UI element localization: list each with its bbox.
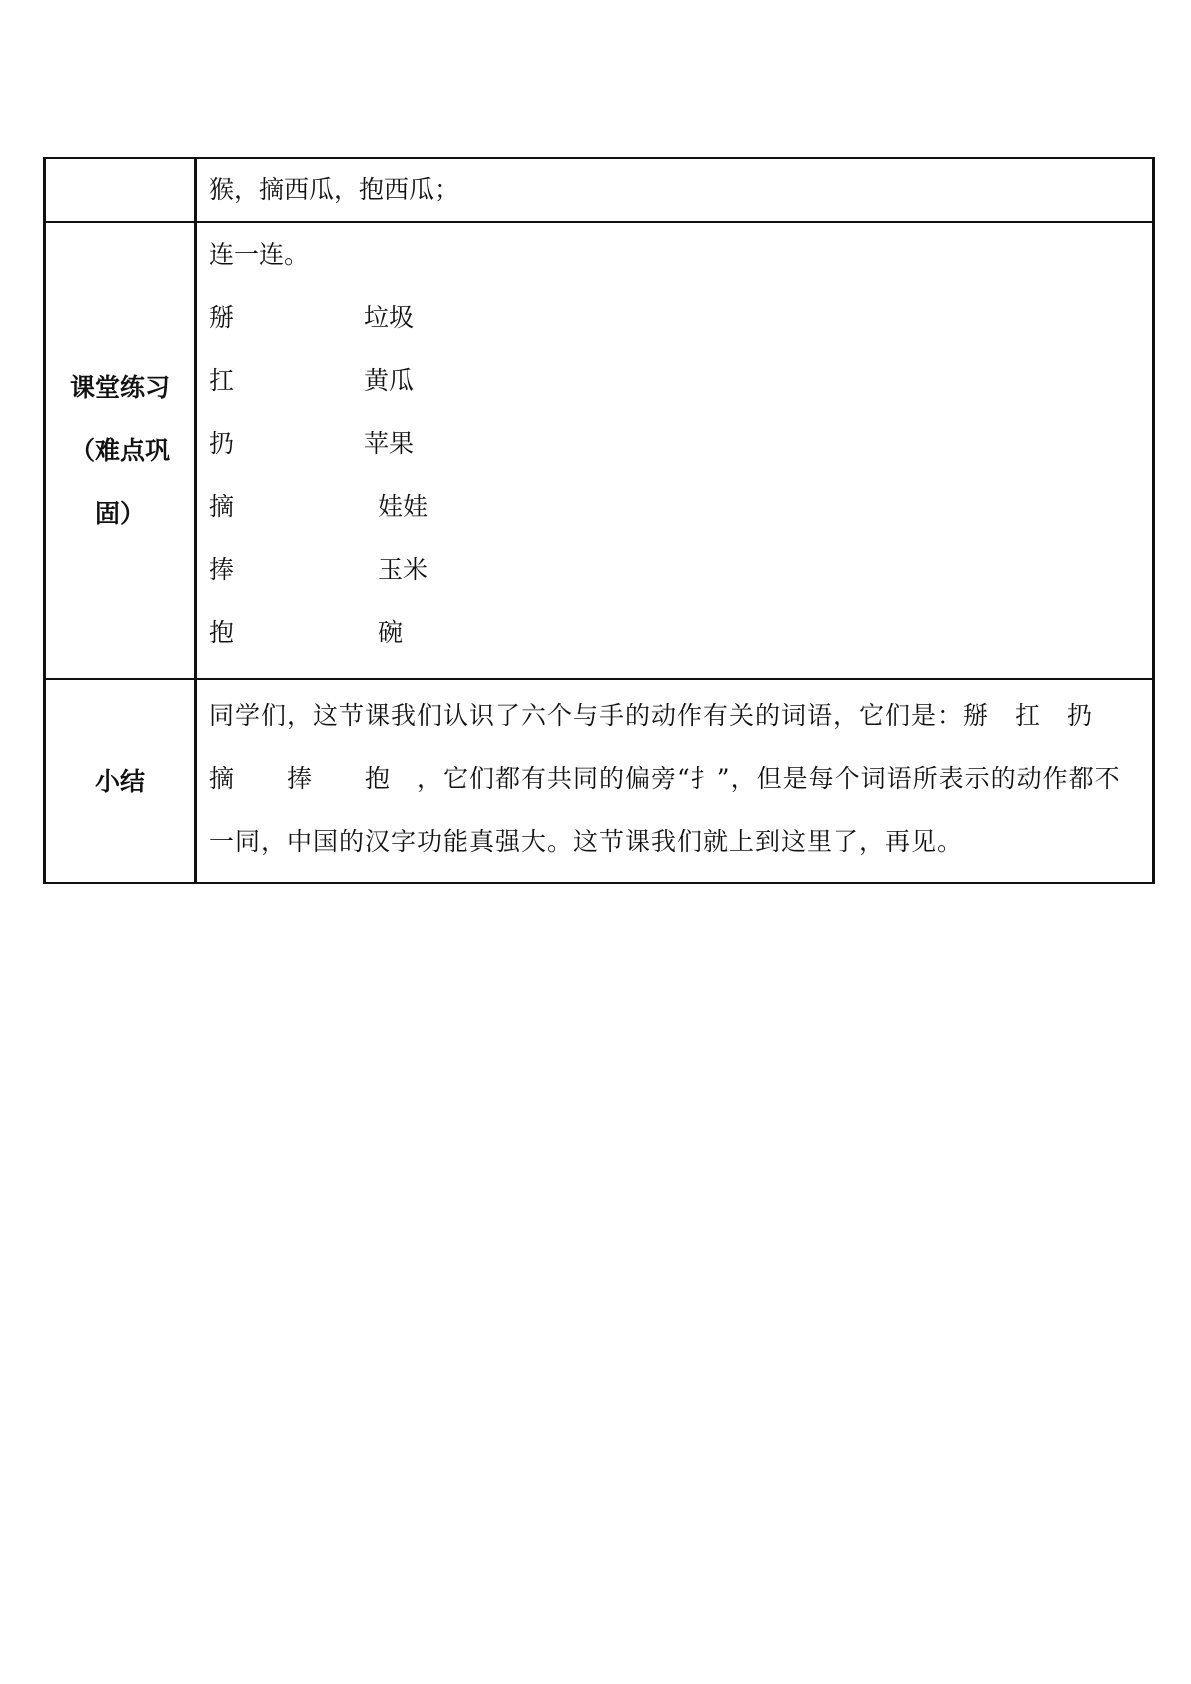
match-pair: [209, 475, 1140, 538]
row-label-empty: [45, 158, 196, 222]
row-content-top: 猴，摘西瓜，抱西瓜；: [196, 158, 1154, 222]
summary-text: 同学们，这节课我们认识了六个与手的动作有关的词语，它们是：掰 扛 扔 摘 捧 抱 ，它们都有共同的偏旁“扌”，但是每个词语所表示的动作都不一同，中国的汉字功能真强大。这节课我们就上到这里了，再见。: [209, 701, 1121, 856]
match-left: 掰: [209, 303, 235, 332]
summary-label: 小结: [45, 679, 196, 883]
practice-label-line: 固）: [94, 499, 145, 528]
practice-label: [45, 222, 196, 679]
match-right: 黄瓜: [364, 366, 415, 395]
match-left: 捧: [209, 555, 235, 584]
match-pair: [209, 286, 1140, 349]
match-pair: [209, 538, 1140, 601]
lesson-table: [43, 157, 1155, 884]
table-row: [45, 679, 1154, 883]
match-pair: [209, 412, 1140, 475]
match-right: 苹果: [364, 429, 415, 458]
match-right: 玉米: [378, 555, 429, 584]
match-right: 垃圾: [364, 303, 415, 332]
table-row: [45, 158, 1154, 222]
practice-label-line: 课堂练习: [69, 373, 170, 402]
match-left: 摘: [209, 492, 235, 521]
match-pair: [209, 349, 1140, 412]
match-left: 扔: [209, 429, 235, 458]
practice-label-line: （难点巩: [69, 436, 170, 465]
exercise-title: 连一连。: [209, 240, 310, 269]
match-pair: [209, 601, 1140, 664]
practice-content: [196, 222, 1154, 679]
table-row: [45, 222, 1154, 679]
match-right: 娃娃: [378, 492, 429, 521]
match-left: 抱: [209, 618, 235, 647]
summary-content: [196, 679, 1154, 883]
match-right: 碗: [378, 618, 404, 647]
match-left: 扛: [209, 366, 235, 395]
